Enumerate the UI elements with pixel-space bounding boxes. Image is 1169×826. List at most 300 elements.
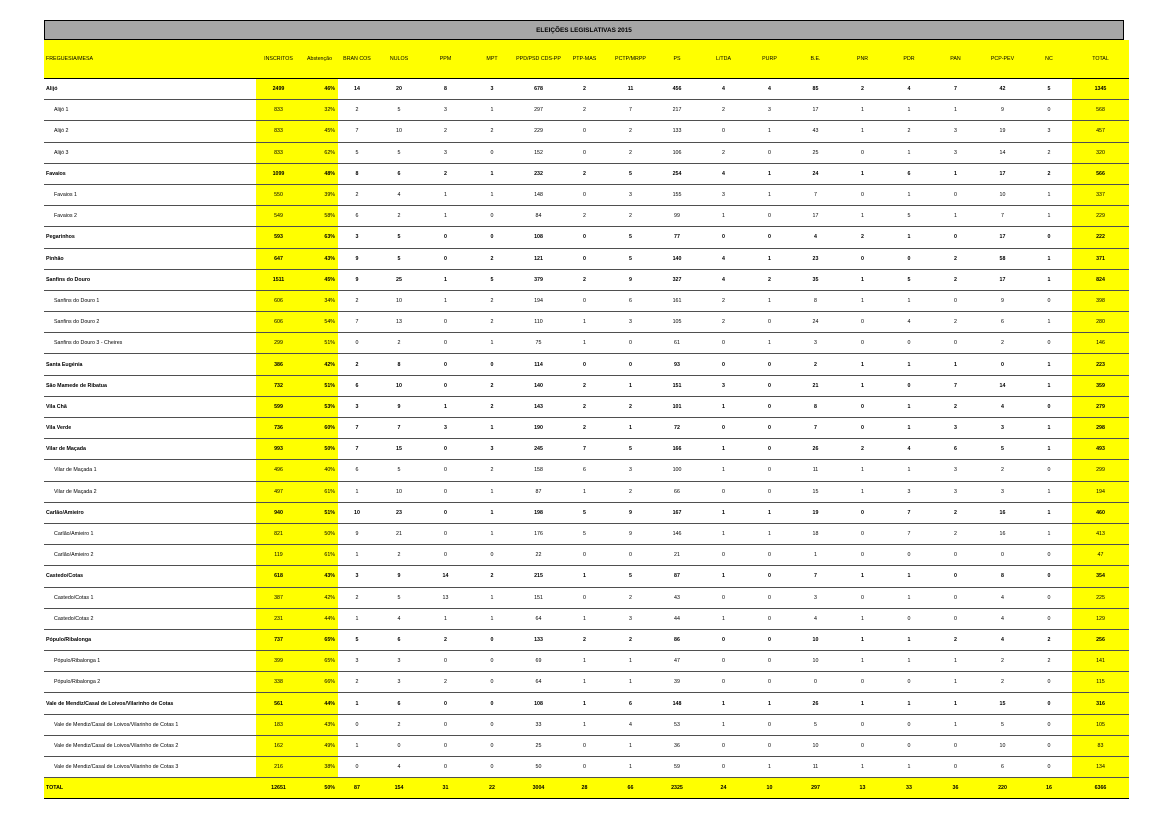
column-header-inscritos: INSCRITOS — [256, 40, 301, 79]
cell-bran-cos: 6 — [338, 206, 376, 227]
cell-l-tda: 0 — [700, 757, 747, 778]
cell-purp: 0 — [747, 629, 792, 650]
cell-nulos: 5 — [376, 142, 422, 163]
cell-ppm: 0 — [422, 481, 469, 502]
cell-b-e-: 43 — [792, 121, 839, 142]
cell-ppm: 0 — [422, 354, 469, 375]
cell-ps: 327 — [654, 269, 700, 290]
cell-ppd-psd-cds-pp: 198 — [515, 502, 562, 523]
cell-nc: 1 — [1026, 502, 1072, 523]
cell-inscritos: 387 — [256, 587, 301, 608]
cell-absten-o: 61% — [301, 545, 338, 566]
cell-pcp-pev: 10 — [979, 735, 1026, 756]
cell-absten-o: 39% — [301, 184, 338, 205]
cell-bran-cos: 3 — [338, 566, 376, 587]
cell-ps: 106 — [654, 142, 700, 163]
cell-pdr: 1 — [886, 184, 932, 205]
cell-purp: 0 — [747, 142, 792, 163]
cell-pdr: 3 — [886, 481, 932, 502]
cell-purp: 0 — [747, 714, 792, 735]
cell-ppm: 0 — [422, 735, 469, 756]
table-row — [44, 439, 1129, 460]
cell-bran-cos: 5 — [338, 629, 376, 650]
cell-b-e-: 15 — [792, 481, 839, 502]
cell-b-e-: 24 — [792, 163, 839, 184]
cell-pnr: 0 — [839, 523, 886, 544]
cell-pnr: 0 — [839, 672, 886, 693]
cell-ptp-mas: 0 — [562, 587, 607, 608]
cell-ppd-psd-cds-pp: 75 — [515, 333, 562, 354]
cell-pctp-mrpp: 5 — [607, 227, 654, 248]
cell-ps: 43 — [654, 587, 700, 608]
cell-absten-o: 45% — [301, 121, 338, 142]
cell-inscritos: 550 — [256, 184, 301, 205]
cell-pctp-mrpp: 0 — [607, 333, 654, 354]
cell-pdr: 5 — [886, 206, 932, 227]
cell-ppm: 3 — [422, 142, 469, 163]
cell-ppm: 0 — [422, 693, 469, 714]
cell-l-tda: 4 — [700, 163, 747, 184]
cell-b-e-: 26 — [792, 439, 839, 460]
cell-pnr: 1 — [839, 121, 886, 142]
cell-bran-cos: 1 — [338, 693, 376, 714]
cell-b-e-: 10 — [792, 735, 839, 756]
freguesia-name-cell: Sanfins do Douro — [44, 269, 256, 290]
cell-bran-cos: 2 — [338, 587, 376, 608]
table-row — [44, 206, 1129, 227]
cell-ppd-psd-cds-pp: 194 — [515, 290, 562, 311]
cell-pcp-pev: 0 — [979, 545, 1026, 566]
cell-total: 223 — [1072, 354, 1129, 375]
cell-ptp-mas: 0 — [562, 354, 607, 375]
cell-ppd-psd-cds-pp: 148 — [515, 184, 562, 205]
cell-total: 568 — [1072, 100, 1129, 121]
cell-purp: 0 — [747, 672, 792, 693]
cell-b-e-: 10 — [792, 651, 839, 672]
table-row — [44, 502, 1129, 523]
column-header-pctp-mrpp: PCTP/MRPP — [607, 40, 654, 79]
cell-nulos: 7 — [376, 418, 422, 439]
cell-pdr: 1 — [886, 757, 932, 778]
freguesia-name-cell: Alijó 1 — [44, 100, 256, 121]
cell-nulos: 10 — [376, 290, 422, 311]
freguesia-name-cell: Pópulo/Ribalonga — [44, 629, 256, 650]
cell-pdr: 1 — [886, 142, 932, 163]
table-row — [44, 121, 1129, 142]
cell-inscritos: 647 — [256, 248, 301, 269]
cell-ps: 140 — [654, 248, 700, 269]
cell-purp: 0 — [747, 735, 792, 756]
cell-inscritos: 606 — [256, 290, 301, 311]
cell-total: 134 — [1072, 757, 1129, 778]
cell-nc: 0 — [1026, 566, 1072, 587]
table-row — [44, 481, 1129, 502]
cell-nc: 2 — [1026, 651, 1072, 672]
cell-pctp-mrpp: 1 — [607, 418, 654, 439]
cell-mpt: 0 — [469, 206, 515, 227]
cell-pnr: 0 — [839, 502, 886, 523]
cell-pan: 1 — [932, 163, 979, 184]
cell-ptp-mas: 0 — [562, 757, 607, 778]
cell-b-e-: 1 — [792, 545, 839, 566]
cell-total: 225 — [1072, 587, 1129, 608]
cell-purp: 2 — [747, 269, 792, 290]
cell-nulos: 3 — [376, 651, 422, 672]
cell-total: 105 — [1072, 714, 1129, 735]
cell-l-tda: 3 — [700, 184, 747, 205]
cell-purp: 0 — [747, 396, 792, 417]
cell-ppd-psd-cds-pp: 190 — [515, 418, 562, 439]
cell-bran-cos: 6 — [338, 375, 376, 396]
cell-nulos: 6 — [376, 629, 422, 650]
cell-pcp-pev: 4 — [979, 396, 1026, 417]
cell-bran-cos: 2 — [338, 672, 376, 693]
cell-pctp-mrpp: 66 — [607, 778, 654, 799]
cell-mpt: 2 — [469, 290, 515, 311]
cell-absten-o: 44% — [301, 608, 338, 629]
cell-ppd-psd-cds-pp: 87 — [515, 481, 562, 502]
cell-pdr: 0 — [886, 672, 932, 693]
cell-inscritos: 399 — [256, 651, 301, 672]
cell-nulos: 9 — [376, 396, 422, 417]
cell-pdr: 1 — [886, 629, 932, 650]
cell-b-e-: 7 — [792, 566, 839, 587]
cell-pdr: 1 — [886, 587, 932, 608]
cell-l-tda: 0 — [700, 629, 747, 650]
cell-mpt: 0 — [469, 142, 515, 163]
cell-ptp-mas: 0 — [562, 735, 607, 756]
column-header-bran-cos: BRAN COS — [338, 40, 376, 79]
cell-nulos: 5 — [376, 587, 422, 608]
cell-ppd-psd-cds-pp: 3004 — [515, 778, 562, 799]
cell-nc: 0 — [1026, 545, 1072, 566]
cell-inscritos: 338 — [256, 672, 301, 693]
cell-absten-o: 45% — [301, 269, 338, 290]
cell-pdr: 4 — [886, 312, 932, 333]
cell-pnr: 0 — [839, 333, 886, 354]
cell-pcp-pev: 5 — [979, 714, 1026, 735]
cell-total: 194 — [1072, 481, 1129, 502]
cell-mpt: 2 — [469, 460, 515, 481]
cell-l-tda: 0 — [700, 672, 747, 693]
cell-nulos: 4 — [376, 757, 422, 778]
cell-pnr: 1 — [839, 100, 886, 121]
cell-pan: 3 — [932, 142, 979, 163]
cell-bran-cos: 14 — [338, 79, 376, 100]
cell-ps: 100 — [654, 460, 700, 481]
cell-pctp-mrpp: 2 — [607, 629, 654, 650]
cell-purp: 0 — [747, 227, 792, 248]
cell-nc: 0 — [1026, 396, 1072, 417]
cell-ptp-mas: 1 — [562, 566, 607, 587]
table-body — [44, 79, 1129, 799]
cell-b-e-: 17 — [792, 206, 839, 227]
cell-purp: 0 — [747, 587, 792, 608]
cell-pan: 0 — [932, 545, 979, 566]
header-row — [44, 40, 1129, 79]
cell-ptp-mas: 0 — [562, 184, 607, 205]
cell-mpt: 1 — [469, 481, 515, 502]
cell-ppd-psd-cds-pp: 133 — [515, 629, 562, 650]
cell-total: 83 — [1072, 735, 1129, 756]
cell-bran-cos: 1 — [338, 545, 376, 566]
cell-purp: 0 — [747, 608, 792, 629]
cell-nc: 1 — [1026, 248, 1072, 269]
cell-pdr: 0 — [886, 333, 932, 354]
cell-l-tda: 24 — [700, 778, 747, 799]
cell-inscritos: 162 — [256, 735, 301, 756]
cell-pctp-mrpp: 5 — [607, 248, 654, 269]
cell-pctp-mrpp: 3 — [607, 312, 654, 333]
cell-pctp-mrpp: 9 — [607, 269, 654, 290]
cell-ppm: 3 — [422, 100, 469, 121]
cell-pcp-pev: 4 — [979, 608, 1026, 629]
cell-l-tda: 0 — [700, 418, 747, 439]
cell-nc: 2 — [1026, 629, 1072, 650]
cell-inscritos: 599 — [256, 396, 301, 417]
cell-purp: 0 — [747, 206, 792, 227]
cell-absten-o: 54% — [301, 312, 338, 333]
cell-nulos: 5 — [376, 248, 422, 269]
cell-pnr: 2 — [839, 79, 886, 100]
cell-total: 146 — [1072, 333, 1129, 354]
cell-ps: 161 — [654, 290, 700, 311]
cell-bran-cos: 9 — [338, 269, 376, 290]
cell-pnr: 2 — [839, 227, 886, 248]
cell-total: 320 — [1072, 142, 1129, 163]
cell-pcp-pev: 17 — [979, 269, 1026, 290]
cell-pnr: 0 — [839, 184, 886, 205]
cell-nulos: 20 — [376, 79, 422, 100]
cell-ppd-psd-cds-pp: 110 — [515, 312, 562, 333]
cell-pdr: 4 — [886, 79, 932, 100]
cell-bran-cos: 1 — [338, 481, 376, 502]
cell-b-e-: 5 — [792, 714, 839, 735]
cell-inscritos: 606 — [256, 312, 301, 333]
cell-pcp-pev: 16 — [979, 523, 1026, 544]
table-row — [44, 608, 1129, 629]
cell-l-tda: 1 — [700, 714, 747, 735]
cell-pctp-mrpp: 1 — [607, 757, 654, 778]
cell-pnr: 1 — [839, 757, 886, 778]
cell-nulos: 10 — [376, 375, 422, 396]
column-header-ppd-psd-cds-pp: PPD/PSD CDS-PP — [515, 40, 562, 79]
cell-pdr: 6 — [886, 163, 932, 184]
cell-inscritos: 119 — [256, 545, 301, 566]
cell-pctp-mrpp: 6 — [607, 693, 654, 714]
freguesia-name-cell: Vila Verde — [44, 418, 256, 439]
cell-ps: 167 — [654, 502, 700, 523]
cell-ppd-psd-cds-pp: 33 — [515, 714, 562, 735]
cell-ppd-psd-cds-pp: 84 — [515, 206, 562, 227]
cell-pcp-pev: 14 — [979, 375, 1026, 396]
freguesia-name-cell: TOTAL — [44, 778, 256, 799]
cell-pdr: 1 — [886, 354, 932, 375]
cell-b-e-: 3 — [792, 587, 839, 608]
cell-mpt: 2 — [469, 121, 515, 142]
cell-ps: 66 — [654, 481, 700, 502]
cell-pcp-pev: 42 — [979, 79, 1026, 100]
cell-nc: 2 — [1026, 163, 1072, 184]
cell-ppm: 2 — [422, 121, 469, 142]
cell-absten-o: 44% — [301, 693, 338, 714]
cell-pan: 3 — [932, 121, 979, 142]
cell-pcp-pev: 19 — [979, 121, 1026, 142]
column-header-ptp-mas: PTP-MAS — [562, 40, 607, 79]
column-header-pcp-pev: PCP-PEV — [979, 40, 1026, 79]
cell-pctp-mrpp: 1 — [607, 672, 654, 693]
cell-ppm: 0 — [422, 460, 469, 481]
column-header-ppm: PPM — [422, 40, 469, 79]
cell-ppm: 2 — [422, 163, 469, 184]
cell-pctp-mrpp: 5 — [607, 439, 654, 460]
cell-inscritos: 833 — [256, 100, 301, 121]
cell-pdr: 1 — [886, 100, 932, 121]
cell-ppd-psd-cds-pp: 245 — [515, 439, 562, 460]
cell-pctp-mrpp: 9 — [607, 502, 654, 523]
cell-pctp-mrpp: 1 — [607, 735, 654, 756]
table-row — [44, 184, 1129, 205]
cell-ptp-mas: 2 — [562, 163, 607, 184]
cell-nc: 5 — [1026, 79, 1072, 100]
cell-ppm: 8 — [422, 79, 469, 100]
cell-l-tda: 1 — [700, 460, 747, 481]
freguesia-name-cell: Alijó 3 — [44, 142, 256, 163]
cell-mpt: 1 — [469, 333, 515, 354]
cell-absten-o: 32% — [301, 100, 338, 121]
cell-ps: 2325 — [654, 778, 700, 799]
cell-l-tda: 2 — [700, 100, 747, 121]
cell-pdr: 1 — [886, 460, 932, 481]
cell-b-e-: 4 — [792, 227, 839, 248]
cell-bran-cos: 7 — [338, 121, 376, 142]
cell-nulos: 9 — [376, 566, 422, 587]
cell-pan: 0 — [932, 333, 979, 354]
cell-total: 229 — [1072, 206, 1129, 227]
cell-inscritos: 561 — [256, 693, 301, 714]
cell-pctp-mrpp: 1 — [607, 651, 654, 672]
cell-nulos: 6 — [376, 693, 422, 714]
cell-pan: 2 — [932, 523, 979, 544]
cell-purp: 1 — [747, 502, 792, 523]
cell-mpt: 1 — [469, 502, 515, 523]
cell-mpt: 0 — [469, 757, 515, 778]
cell-pnr: 1 — [839, 269, 886, 290]
cell-nulos: 8 — [376, 354, 422, 375]
cell-purp: 4 — [747, 79, 792, 100]
cell-b-e-: 23 — [792, 248, 839, 269]
cell-ppm: 1 — [422, 269, 469, 290]
cell-ptp-mas: 2 — [562, 79, 607, 100]
cell-pan: 3 — [932, 460, 979, 481]
column-header-mpt: MPT — [469, 40, 515, 79]
column-header-pdr: PDR — [886, 40, 932, 79]
cell-l-tda: 1 — [700, 608, 747, 629]
cell-nc: 0 — [1026, 693, 1072, 714]
cell-pdr: 0 — [886, 375, 932, 396]
column-header-l-tda: L/TDA — [700, 40, 747, 79]
cell-ppd-psd-cds-pp: 678 — [515, 79, 562, 100]
cell-pan: 0 — [932, 757, 979, 778]
cell-nc: 0 — [1026, 735, 1072, 756]
cell-pan: 1 — [932, 100, 979, 121]
cell-ppd-psd-cds-pp: 379 — [515, 269, 562, 290]
cell-absten-o: 46% — [301, 79, 338, 100]
cell-pdr: 1 — [886, 693, 932, 714]
cell-inscritos: 618 — [256, 566, 301, 587]
cell-pctp-mrpp: 2 — [607, 206, 654, 227]
cell-purp: 1 — [747, 523, 792, 544]
cell-purp: 0 — [747, 460, 792, 481]
cell-ppd-psd-cds-pp: 229 — [515, 121, 562, 142]
cell-l-tda: 4 — [700, 269, 747, 290]
cell-b-e-: 25 — [792, 142, 839, 163]
cell-mpt: 1 — [469, 523, 515, 544]
cell-pnr: 1 — [839, 375, 886, 396]
cell-nc: 0 — [1026, 757, 1072, 778]
cell-nc: 0 — [1026, 587, 1072, 608]
cell-purp: 0 — [747, 566, 792, 587]
freguesia-name-cell: Alijó — [44, 79, 256, 100]
cell-pan: 1 — [932, 354, 979, 375]
cell-nc: 0 — [1026, 290, 1072, 311]
cell-bran-cos: 3 — [338, 227, 376, 248]
cell-absten-o: 49% — [301, 735, 338, 756]
freguesia-name-cell: Vilar de Maçada 1 — [44, 460, 256, 481]
cell-pcp-pev: 2 — [979, 651, 1026, 672]
cell-ppd-psd-cds-pp: 152 — [515, 142, 562, 163]
cell-pcp-pev: 9 — [979, 100, 1026, 121]
cell-ps: 105 — [654, 312, 700, 333]
cell-purp: 1 — [747, 184, 792, 205]
cell-pctp-mrpp: 0 — [607, 354, 654, 375]
cell-absten-o: 61% — [301, 481, 338, 502]
cell-nc: 0 — [1026, 227, 1072, 248]
cell-pnr: 0 — [839, 142, 886, 163]
cell-nulos: 10 — [376, 121, 422, 142]
column-header-purp: PURP — [747, 40, 792, 79]
cell-inscritos: 593 — [256, 227, 301, 248]
freguesia-name-cell: Vale de Mendiz/Casal de Loivos/Vilarinho de Cotas 2 — [44, 735, 256, 756]
cell-pctp-mrpp: 2 — [607, 396, 654, 417]
cell-ppm: 0 — [422, 502, 469, 523]
cell-bran-cos: 10 — [338, 502, 376, 523]
cell-b-e-: 2 — [792, 354, 839, 375]
cell-pctp-mrpp: 0 — [607, 545, 654, 566]
table-row — [44, 142, 1129, 163]
cell-absten-o: 50% — [301, 523, 338, 544]
cell-nulos: 15 — [376, 439, 422, 460]
cell-mpt: 1 — [469, 418, 515, 439]
cell-pctp-mrpp: 1 — [607, 375, 654, 396]
cell-pdr: 1 — [886, 227, 932, 248]
cell-total: 371 — [1072, 248, 1129, 269]
cell-inscritos: 833 — [256, 121, 301, 142]
cell-pnr: 1 — [839, 693, 886, 714]
cell-ps: 39 — [654, 672, 700, 693]
cell-purp: 0 — [747, 312, 792, 333]
cell-ps: 77 — [654, 227, 700, 248]
cell-pan: 1 — [932, 714, 979, 735]
cell-absten-o: 53% — [301, 396, 338, 417]
cell-ppm: 0 — [422, 375, 469, 396]
cell-ppm: 1 — [422, 290, 469, 311]
cell-nc: 0 — [1026, 672, 1072, 693]
cell-pdr: 0 — [886, 248, 932, 269]
cell-l-tda: 1 — [700, 439, 747, 460]
cell-ppd-psd-cds-pp: 69 — [515, 651, 562, 672]
cell-ptp-mas: 7 — [562, 439, 607, 460]
